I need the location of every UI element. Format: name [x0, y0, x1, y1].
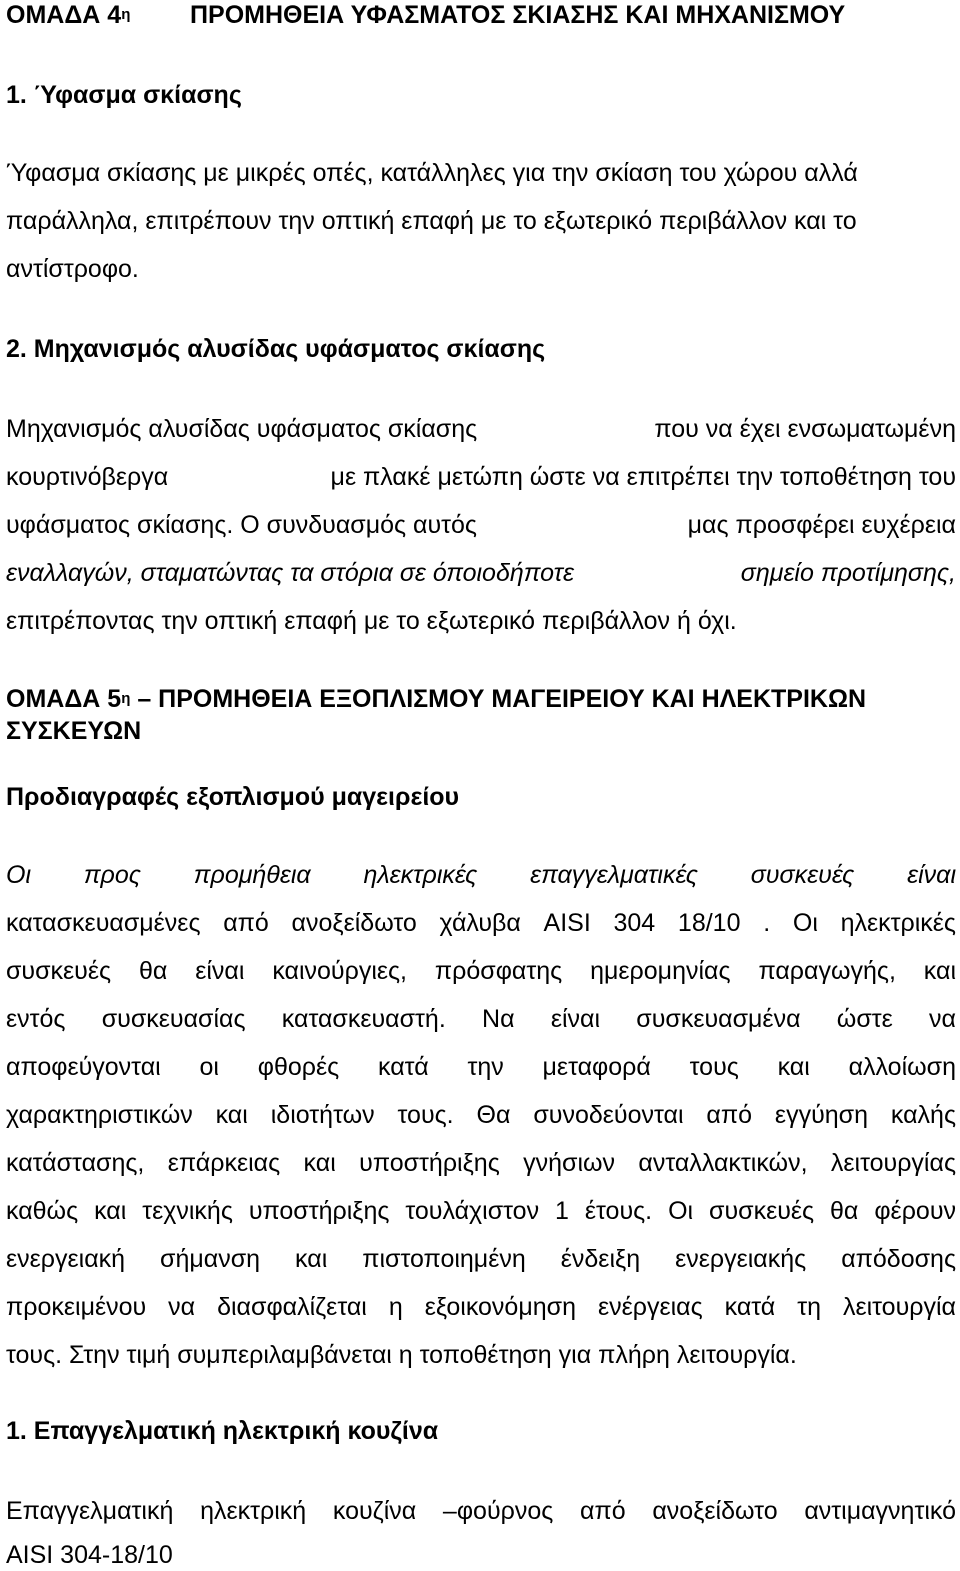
- section2-line-3: [6, 510, 956, 540]
- section1-heading: 1. Ύφασμα σκίασης: [6, 81, 242, 109]
- group5-para-line-5: αποφεύγονται οι φθορές κατά την μεταφορά τους και αλλοίωση: [6, 1053, 956, 1081]
- group4-heading-title: ΠΡΟΜΗΘΕΙΑ ΥΦΑΣΜΑΤΟΣ ΣΚΙΑΣΗΣ ΚΑΙ ΜΗΧΑΝΙΣΜΟΥ: [190, 1, 846, 29]
- group4-heading: [6, 0, 130, 30]
- kitchen-line-2: AISI 304-18/10: [6, 1541, 173, 1569]
- section2-heading: 2. Μηχανισμός αλυσίδας υφάσματος σκίασης: [6, 335, 546, 363]
- group5-heading-sup: η: [121, 690, 131, 707]
- group4-heading-prefix: ΟΜΑΔΑ 4: [6, 1, 122, 29]
- kitchen-heading: 1. Επαγγελματική ηλεκτρική κουζίνα: [6, 1417, 439, 1445]
- group5-para-line-11: τους. Στην τιμή συμπεριλαμβάνεται η τοποθέτηση για πλήρη λειτουργία.: [6, 1341, 797, 1369]
- section2-line-2-b: με πλακέ μετώπη ώστε να επιτρέπει την τοποθέτηση του: [330, 463, 956, 491]
- group5-heading-dash: –: [130, 685, 159, 713]
- section2-line-3-a: υφάσματος σκίασης. Ο συνδυασμός αυτός: [6, 511, 477, 539]
- group5-heading-title-line-2: ΣΥΣΚΕΥΩΝ: [6, 717, 142, 745]
- group5-para-line-10: προκειμένου να διασφαλίζεται η εξοικονόμηση ενέργειας κατά τη λειτουργία: [6, 1293, 956, 1321]
- section2-line-3-b: μας προσφέρει ευχέρεια: [687, 511, 956, 539]
- group5-para-line-2: κατασκευασμένες από ανοξείδωτο χάλυβα AISI 304 18/10 . Οι ηλεκτρικές: [6, 909, 956, 937]
- group5-para-line-3: συσκευές θα είναι καινούργιες, πρόσφατης ημερομηνίας παραγωγής, και: [6, 957, 956, 985]
- group5-subheading: Προδιαγραφές εξοπλισμού μαγειρείου: [6, 783, 460, 811]
- group5-para-line-1: Οι προς προμήθεια ηλεκτρικές επαγγελματικές συσκευές είναι: [6, 861, 956, 889]
- group4-heading-sup: η: [121, 6, 131, 23]
- section2-line-1-b: που να έχει ενσωματωμένη: [654, 415, 956, 443]
- section2-line-4: [6, 558, 956, 588]
- section1-line-2: παράλληλα, επιτρέπουν την οπτική επαφή με το εξωτερικό περιβάλλον και το: [6, 207, 857, 235]
- section1-line-1: Ύφασμα σκίασης με μικρές οπές, κατάλληλες για την σκίαση του χώρου αλλά: [6, 159, 858, 187]
- kitchen-line-1: Επαγγελματική ηλεκτρική κουζίνα –φούρνος από ανοξείδωτο αντιμαγνητικό: [6, 1497, 956, 1525]
- section2-line-1-a: Μηχανισμός αλυσίδας υφάσματος σκίασης: [6, 415, 478, 443]
- section2-line-2-a: κουρτινόβεργα: [6, 463, 169, 491]
- section2-line-5: επιτρέποντας την οπτική επαφή με το εξωτερικό περιβάλλον ή όχι.: [6, 607, 737, 635]
- section2-line-4-a: εναλλαγών, σταματώντας τα στόρια σε όποιοδήποτε: [6, 559, 575, 587]
- group5-para-line-4: εντός συσκευασίας κατασκευαστή. Να είναι συσκευασμένα ώστε να: [6, 1005, 956, 1033]
- section2-line-2: [6, 462, 956, 492]
- group5-para-line-8: καθώς και τεχνικής υποστήριξης τουλάχιστον 1 έτους. Οι συσκευές θα φέρουν: [6, 1197, 956, 1225]
- group5-para-line-7: κατάστασης, επάρκειας και υποστήριξης γνήσιων ανταλλακτικών, λειτουργίας: [6, 1149, 956, 1177]
- section1-line-3: αντίστροφο.: [6, 255, 139, 283]
- group5-para-line-9: ενεργειακή σήμανση και πιστοποιημένη ένδειξη ενεργειακής απόδοσης: [6, 1245, 956, 1273]
- group5-heading-title-line-1: ΠΡΟΜΗΘΕΙΑ ΕΞΟΠΛΙΣΜΟΥ ΜΑΓΕΙΡΕΙΟΥ ΚΑΙ ΗΛΕΚΤΡΙΚΩΝ: [158, 685, 867, 713]
- section2-line-1: [6, 414, 956, 444]
- group5-heading-prefix: ΟΜΑΔΑ 5: [6, 685, 122, 713]
- group5-para-line-6: χαρακτηριστικών και ιδιοτήτων τους. Θα συνοδεύονται από εγγύηση καλής: [6, 1101, 956, 1129]
- group5-heading: [6, 684, 866, 714]
- section2-line-4-b: σημείο προτίμησης,: [740, 559, 956, 587]
